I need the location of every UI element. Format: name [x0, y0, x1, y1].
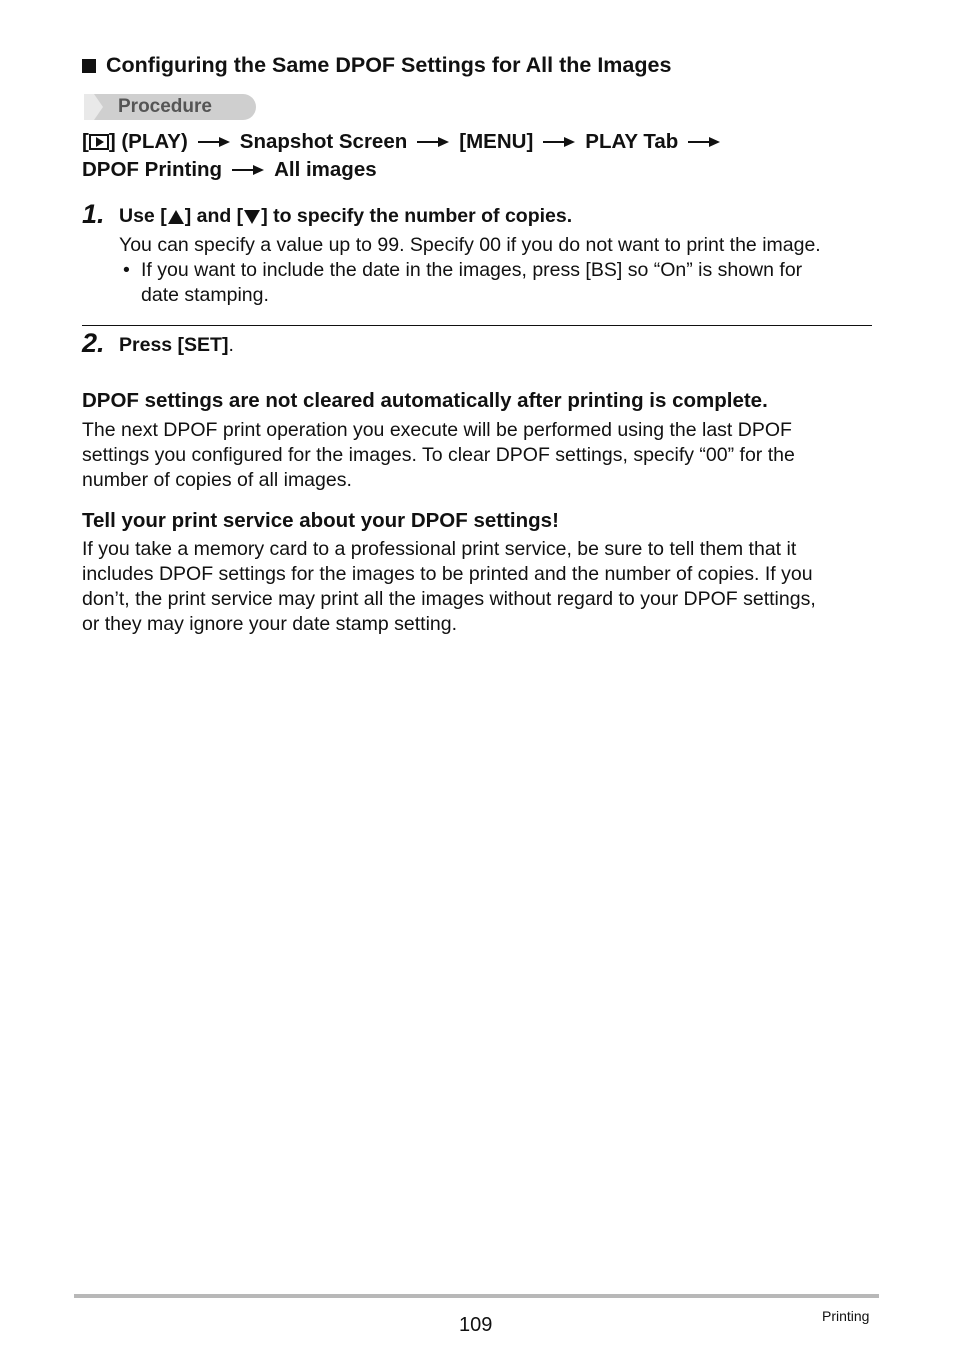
note-1-line-2: settings you configured for the images. To clear DPOF settings, specify “00” for the [82, 444, 795, 466]
step-1-body: You can specify a value up to 99. Specify 00 if you do not want to print the image. [119, 234, 821, 256]
step-1-number: 1. [82, 199, 105, 229]
arrow-right-icon [197, 135, 231, 149]
step-2-number: 2. [82, 328, 105, 358]
path-step-menu: [MENU] [459, 130, 534, 153]
note-1-line-1: The next DPOF print operation you execute will be performed using the last DPOF [82, 419, 792, 441]
path-step-play: ] (PLAY) [108, 130, 188, 153]
note-1-line-3: number of copies of all images. [82, 469, 352, 491]
path-step-dpof: DPOF Printing [82, 158, 223, 181]
section-title [82, 53, 671, 78]
note-2-line-1: If you take a memory card to a professional print service, be sure to tell them that it [82, 538, 797, 560]
path-prefix: [ [82, 130, 89, 153]
black-square-icon [82, 59, 96, 73]
procedure-banner [84, 94, 256, 120]
step-1-heading: Use [ ] and [ ] to specify the number of copies. [119, 205, 573, 227]
step-2-heading: Press [SET]. [119, 334, 234, 356]
menu-path-line-1 [82, 130, 730, 154]
arrow-right-icon [231, 163, 265, 177]
step-1-bullet-line-2: date stamping. [141, 284, 269, 306]
procedure-label: Procedure [118, 96, 212, 117]
arrow-right-icon [542, 135, 576, 149]
path-step-snapshot: Snapshot Screen [239, 130, 408, 153]
page-number: 109 [459, 1314, 493, 1336]
menu-path-line-2 [82, 158, 377, 182]
path-step-all-images: All images [274, 158, 377, 181]
down-arrow-icon [244, 210, 260, 224]
note-2-line-3: don’t, the print service may print all the images without regard to your DPOF settings, [82, 588, 816, 610]
note-2-title: Tell your print service about your DPOF settings! [82, 509, 559, 532]
arrow-right-icon [416, 135, 450, 149]
section-title-text: Configuring the Same DPOF Settings for All the Images [106, 53, 672, 77]
note-2-line-2: includes DPOF settings for the images to be printed and the number of copies. If you [82, 563, 813, 585]
footer-section-label: Printing [822, 1308, 870, 1324]
note-2-line-4: or they may ignore your date stamp setting. [82, 613, 458, 635]
play-icon [89, 134, 109, 150]
step-divider [82, 325, 872, 326]
footer-rule [74, 1294, 879, 1298]
note-1-title: DPOF settings are not cleared automatically after printing is complete. [82, 389, 768, 412]
arrow-right-icon [687, 135, 721, 149]
step-1-bullet-line-1: If you want to include the date in the images, press [BS] so “On” is shown for [141, 259, 803, 281]
path-step-play-tab: PLAY Tab [585, 130, 679, 153]
up-arrow-icon [168, 210, 184, 224]
step-1-bullet-marker: • [123, 259, 130, 281]
